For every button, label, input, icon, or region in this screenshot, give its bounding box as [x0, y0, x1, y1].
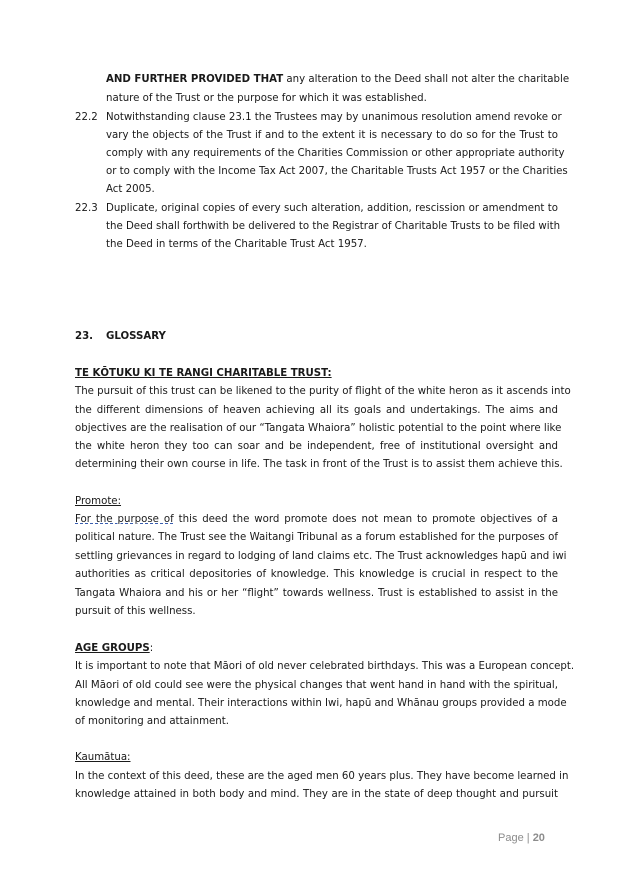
- age-groups-colon: :: [149, 643, 154, 654]
- clause-22-3-line: Duplicate, original copies of every such alteration, addition, rescission or amendment to: [106, 203, 558, 214]
- promote-line-1: [75, 511, 558, 529]
- page-separator: |: [526, 832, 530, 844]
- age-groups-line: knowledge and mental. Their interactions within Iwi, hapū and Whānau groups provided a mode: [75, 698, 567, 709]
- promote-line: authorities as critical depositories of knowledge. This knowledge is crucial in respect to the: [75, 569, 558, 580]
- trust-line: The pursuit of this trust can be likened to the purity of flight of the white heron as it ascends into: [75, 386, 571, 397]
- promote-heading: Promote:: [75, 496, 122, 507]
- trust-line: the white heron they too can soar and be independent, free of institutional oversight and: [75, 441, 558, 452]
- clause-22-2-line: Act 2005.: [106, 184, 155, 195]
- page-footer: [498, 831, 545, 845]
- section-23-number: 23.: [75, 331, 94, 342]
- proviso-line-2: nature of the Trust or the purpose for which it was established.: [106, 93, 427, 104]
- promote-line: political nature. The Trust see the Waitangi Tribunal as a forum established for the purposes of: [75, 532, 558, 543]
- promote-line: settling grievances in regard to lodging of land claims etc. The Trust acknowledges hapū and iwi: [75, 551, 567, 562]
- age-groups-line: All Māori of old could see were the physical changes that went hand in hand with the spiritual,: [75, 680, 558, 691]
- clause-22-3-number: 22.3: [75, 203, 98, 214]
- age-groups-line: of monitoring and attainment.: [75, 716, 229, 727]
- kaumatua-line: knowledge attained in both body and mind. They are in the state of deep thought and pursuit: [75, 789, 558, 800]
- grammar-marked-phrase: For the purpose of: [75, 514, 174, 525]
- proviso-text: any alteration to the Deed shall not alter the charitable: [286, 74, 570, 85]
- promote-first-rest: this deed the word promote does not mean to promote objectives of a: [178, 514, 558, 525]
- clause-22-2-line: or to comply with the Income Tax Act 2007, the Charitable Trusts Act 1957 or the Charities: [106, 166, 568, 177]
- promote-line: Tangata Whaiora and his or her “flight” towards wellness. Trust is established to assist in the: [75, 588, 558, 599]
- proviso-bold: AND FURTHER PROVIDED THAT: [106, 74, 284, 85]
- trust-line: determining their own course in life. The task in front of the Trust is to assist them achieve this.: [75, 459, 563, 470]
- kaumatua-heading: Kaumātua:: [75, 752, 131, 763]
- clause-22-3-line: the Deed shall forthwith be delivered to the Registrar of Charitable Trusts to be filed with: [106, 221, 561, 232]
- age-groups-heading-line: [75, 640, 153, 658]
- clause-22-2-number: 22.2: [75, 112, 98, 123]
- proviso-line-1: [106, 71, 570, 89]
- section-23-heading: GLOSSARY: [106, 331, 166, 342]
- page-label: Page: [498, 832, 524, 844]
- age-groups-line: It is important to note that Māori of old never celebrated birthdays. This was a European concept.: [75, 661, 575, 672]
- clause-22-2-line: Notwithstanding clause 23.1 the Trustees may by unanimous resolution amend revoke or: [106, 112, 562, 123]
- kaumatua-line: In the context of this deed, these are the aged men 60 years plus. They have become learned in: [75, 771, 569, 782]
- age-groups-heading: AGE GROUPS: [75, 643, 150, 654]
- clause-22-2-line: comply with any requirements of the Charities Commission or other appropriate authority: [106, 148, 565, 159]
- trust-heading: TE KŌTUKU KI TE RANGI CHARITABLE TRUST:: [75, 368, 332, 379]
- page-number: 20: [532, 832, 545, 844]
- clause-22-3-line: the Deed in terms of the Charitable Trust Act 1957.: [106, 239, 367, 250]
- promote-line: pursuit of this wellness.: [75, 606, 196, 617]
- trust-line: the different dimensions of heaven achieving all its goals and undertakings. The aims and: [75, 405, 558, 416]
- clause-22-2-line: vary the objects of the Trust if and to the extent it is necessary to do so for the Trust to: [106, 130, 558, 141]
- trust-line: objectives are the realisation of our “Tangata Whaiora” holistic potential to the point where like: [75, 423, 562, 434]
